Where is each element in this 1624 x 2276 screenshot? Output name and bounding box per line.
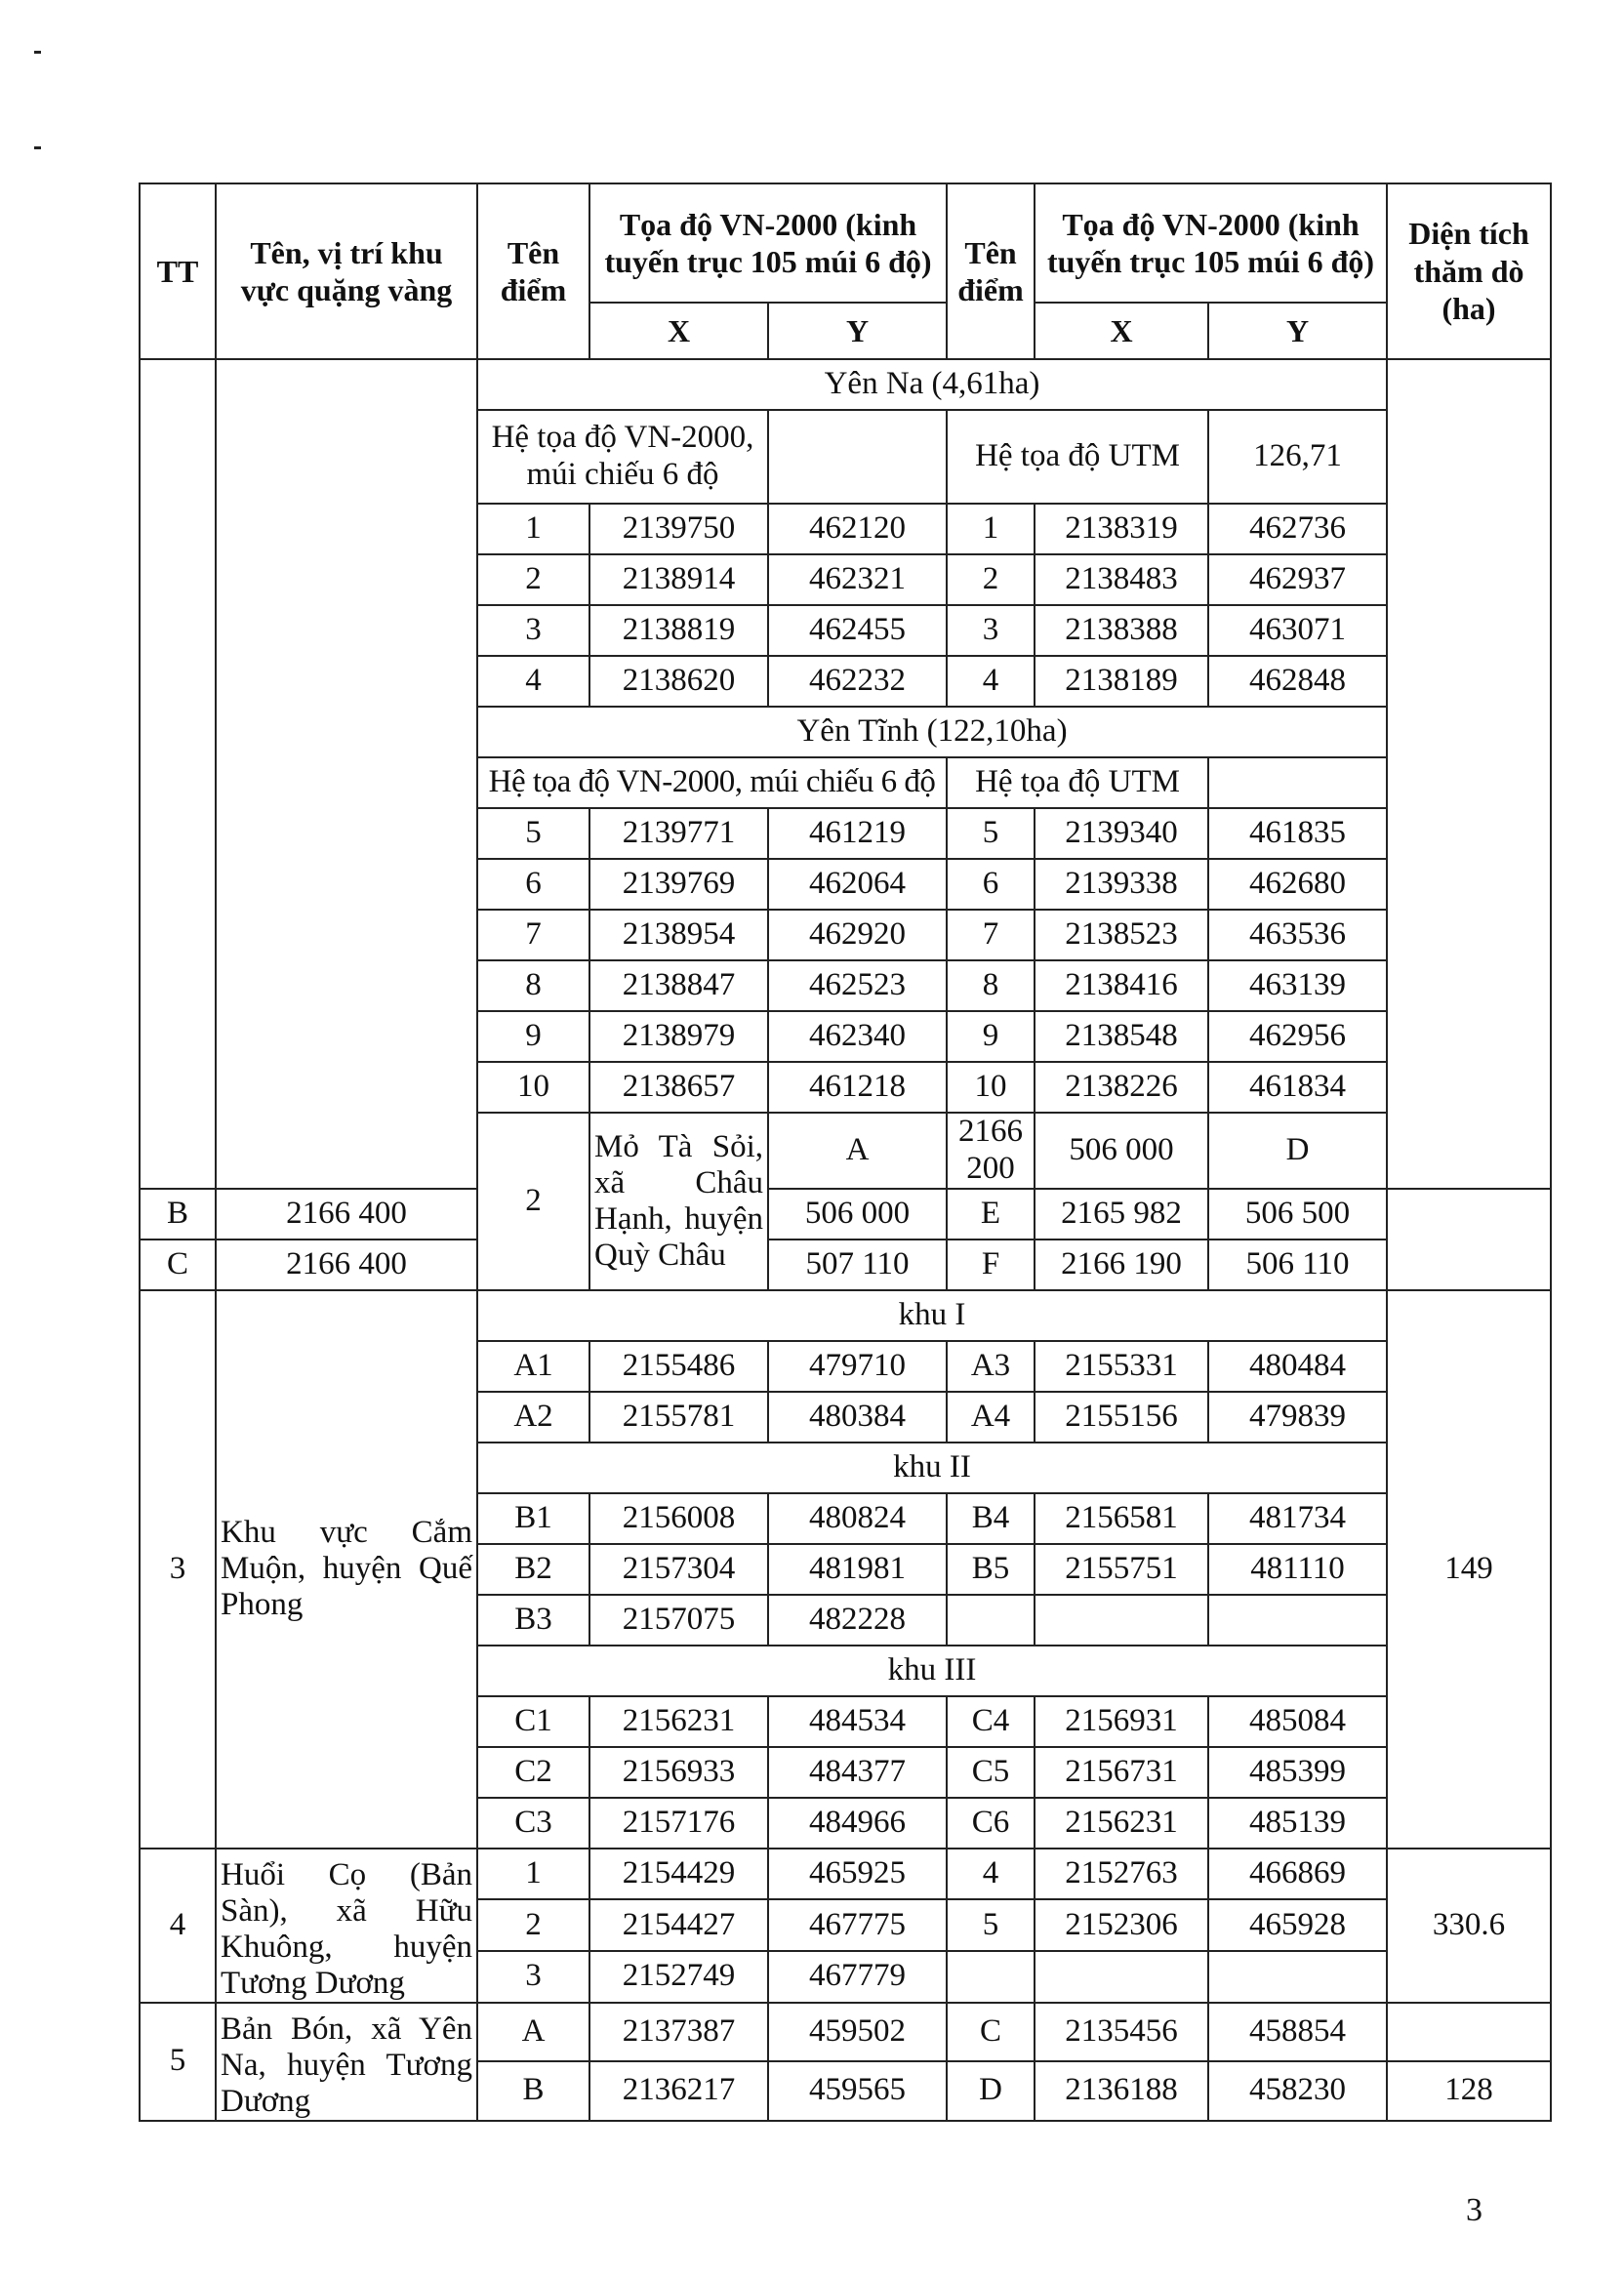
point-name: 9 (947, 1011, 1035, 1062)
y-value: 480484 (1208, 1341, 1387, 1392)
y-value: 485084 (1208, 1696, 1387, 1747)
y-value: 462120 (768, 504, 947, 554)
point-name: 2 (947, 554, 1035, 605)
y-value: 459565 (768, 2061, 947, 2120)
point-name: 2 (477, 554, 589, 605)
x-value (1035, 1595, 1208, 1646)
x-value: 2138388 (1035, 605, 1208, 656)
x-value: 2138226 (1035, 1062, 1208, 1113)
x-value: 2166 400 (216, 1240, 477, 1290)
y-value: 459502 (768, 2003, 947, 2061)
y-value: 465925 (768, 1849, 947, 1900)
y-value: 467779 (768, 1951, 947, 2003)
area-name-cell (216, 359, 477, 1189)
point-name (947, 1595, 1035, 1646)
y-value (1208, 1951, 1387, 2003)
section-title: khu III (477, 1646, 1387, 1696)
y-value: 480824 (768, 1493, 947, 1544)
system-vn-label: Hệ tọa độ VN-2000, múi chiếu 6 độ (477, 757, 947, 808)
y-value: 506 000 (768, 1189, 947, 1240)
point-name: B3 (477, 1595, 589, 1646)
point-name: A1 (477, 1341, 589, 1392)
point-name: 7 (947, 910, 1035, 960)
x-value: 2139338 (1035, 859, 1208, 910)
x-value: 2156933 (589, 1747, 768, 1798)
tt-cell: 2 (477, 1113, 589, 1290)
y-value: 462920 (768, 910, 947, 960)
y-value: 463536 (1208, 910, 1387, 960)
y-value: 461834 (1208, 1062, 1387, 1113)
point-name: 7 (477, 910, 589, 960)
x-value: 2138523 (1035, 910, 1208, 960)
x-value: 2155156 (1035, 1392, 1208, 1443)
header-coords: Tọa độ VN-2000 (kinh tuyến trục 105 múi 6 độ) (1035, 183, 1387, 303)
empty-cell (1208, 757, 1387, 808)
point-name: C6 (947, 1798, 1035, 1849)
point-name: 3 (947, 605, 1035, 656)
point-name: 4 (477, 656, 589, 707)
x-value: 2139769 (589, 859, 768, 910)
y-value: 462680 (1208, 859, 1387, 910)
x-value: 2154427 (589, 1899, 768, 1951)
y-value: 506 500 (1208, 1189, 1387, 1240)
y-value: 466869 (1208, 1849, 1387, 1900)
header-y: Y (768, 303, 947, 359)
acreage-cell: 128 (1387, 2061, 1551, 2120)
table-row (140, 1240, 1551, 1290)
y-value: 482228 (768, 1595, 947, 1646)
x-value: 2138914 (589, 554, 768, 605)
point-name: B4 (947, 1493, 1035, 1544)
header-x: X (589, 303, 768, 359)
point-name: 1 (947, 504, 1035, 554)
acreage-cell: 330.6 (1387, 1849, 1551, 2003)
point-name: 9 (477, 1011, 589, 1062)
point-name (947, 1951, 1035, 2003)
section-title-row (140, 359, 1551, 410)
point-name: A4 (947, 1392, 1035, 1443)
y-value: 462523 (768, 960, 947, 1011)
x-value: 2138620 (589, 656, 768, 707)
point-name: D (1208, 1113, 1387, 1189)
tt-cell: 5 (140, 2003, 216, 2121)
y-value: 484966 (768, 1798, 947, 1849)
x-value: 2156581 (1035, 1493, 1208, 1544)
y-value: 462321 (768, 554, 947, 605)
area-name-cell: Bản Bón, xã Yên Na, huyện Tương Dương (216, 2003, 477, 2121)
y-value: 462736 (1208, 504, 1387, 554)
x-value: 2157176 (589, 1798, 768, 1849)
point-name: 2 (477, 1899, 589, 1951)
point-name: 8 (947, 960, 1035, 1011)
x-value: 2139750 (589, 504, 768, 554)
point-name: A3 (947, 1341, 1035, 1392)
point-name: 6 (477, 859, 589, 910)
x-value: 2152763 (1035, 1849, 1208, 1900)
point-name: F (947, 1240, 1035, 1290)
section-title: khu II (477, 1443, 1387, 1493)
empty-cell (768, 410, 947, 504)
x-value: 2152306 (1035, 1899, 1208, 1951)
system-value: 126,71 (1208, 410, 1387, 504)
x-value: 2138657 (589, 1062, 768, 1113)
y-value: 507 110 (768, 1240, 947, 1290)
x-value: 2154429 (589, 1849, 768, 1900)
y-value: 462455 (768, 605, 947, 656)
x-value: 2138483 (1035, 554, 1208, 605)
x-value: 2135456 (1035, 2003, 1208, 2061)
scan-mark (34, 51, 41, 54)
y-value: 485399 (1208, 1747, 1387, 1798)
point-name: 4 (947, 1849, 1035, 1900)
acreage-cell (1387, 359, 1551, 1189)
coordinates-table (139, 183, 1552, 2122)
point-name: 5 (947, 1899, 1035, 1951)
point-name: B2 (477, 1544, 589, 1595)
point-name: D (947, 2061, 1035, 2120)
x-value: 2136188 (1035, 2061, 1208, 2120)
area-name-cell: Huổi Cọ (Bản Sàn), xã Hữu Khuông, huyện Tương Dương (216, 1849, 477, 2003)
point-name: C5 (947, 1747, 1035, 1798)
y-value: 467775 (768, 1899, 947, 1951)
header-point: Tên điểm (477, 183, 589, 359)
y-value: 484377 (768, 1747, 947, 1798)
y-value: 481981 (768, 1544, 947, 1595)
x-value: 2155486 (589, 1341, 768, 1392)
section-title-row (140, 1290, 1551, 1341)
header-area: Tên, vị trí khu vực quặng vàng (216, 183, 477, 359)
y-value: 458854 (1208, 2003, 1387, 2061)
x-value: 2137387 (589, 2003, 768, 2061)
acreage-cell: 149 (1387, 1290, 1551, 1849)
x-value: 2156231 (589, 1696, 768, 1747)
area-name-cell: Khu vực Cắm Muộn, huyện Quế Phong (216, 1290, 477, 1849)
x-value: 2138319 (1035, 504, 1208, 554)
scan-mark (34, 146, 41, 149)
x-value: 2138954 (589, 910, 768, 960)
x-value: 2157304 (589, 1544, 768, 1595)
x-value: 2138189 (1035, 656, 1208, 707)
y-value: 462064 (768, 859, 947, 910)
x-value: 2139340 (1035, 808, 1208, 859)
y-value: 506 110 (1208, 1240, 1387, 1290)
x-value: 2136217 (589, 2061, 768, 2120)
tt-cell (140, 359, 216, 1189)
table-header-row (140, 183, 1551, 303)
system-utm-label: Hệ tọa độ UTM (947, 410, 1208, 504)
point-name: C1 (477, 1696, 589, 1747)
x-value: 2138979 (589, 1011, 768, 1062)
point-name: A2 (477, 1392, 589, 1443)
y-value: 481110 (1208, 1544, 1387, 1595)
page-number: 3 (1466, 2192, 1482, 2228)
header-x: X (1035, 303, 1208, 359)
x-value: 2156731 (1035, 1747, 1208, 1798)
x-value: 2155331 (1035, 1341, 1208, 1392)
point-name: C (947, 2003, 1035, 2061)
x-value: 2138416 (1035, 960, 1208, 1011)
header-coords: Tọa độ VN-2000 (kinh tuyến trục 105 múi 6 độ) (589, 183, 947, 303)
system-utm-label: Hệ tọa độ UTM (947, 757, 1208, 808)
y-value: 461219 (768, 808, 947, 859)
x-value: 2139771 (589, 808, 768, 859)
point-name: 3 (477, 1951, 589, 2003)
y-value: 462340 (768, 1011, 947, 1062)
x-value: 2155751 (1035, 1544, 1208, 1595)
point-name: 6 (947, 859, 1035, 910)
y-value: 479710 (768, 1341, 947, 1392)
header-point: Tên điểm (947, 183, 1035, 359)
x-value: 2156008 (589, 1493, 768, 1544)
y-value: 479839 (1208, 1392, 1387, 1443)
y-value: 463071 (1208, 605, 1387, 656)
table-row (140, 1189, 1551, 1240)
x-value: 2166 400 (216, 1189, 477, 1240)
table-row (140, 1849, 1551, 1900)
x-value: 2138548 (1035, 1011, 1208, 1062)
x-value: 2138847 (589, 960, 768, 1011)
y-value: 462232 (768, 656, 947, 707)
section-title: khu I (477, 1290, 1387, 1341)
header-acreage: Diện tích thăm dò (ha) (1387, 183, 1551, 359)
y-value: 458230 (1208, 2061, 1387, 2120)
point-name: C (140, 1240, 216, 1290)
x-value: 2152749 (589, 1951, 768, 2003)
point-name: 3 (477, 605, 589, 656)
y-value: 485139 (1208, 1798, 1387, 1849)
section-title: Yên Na (4,61ha) (477, 359, 1387, 410)
y-value: 461835 (1208, 808, 1387, 859)
area-name-cell: Mỏ Tà Sỏi, xã Châu Hạnh, huyện Quỳ Châu (589, 1113, 768, 1290)
point-name: 5 (477, 808, 589, 859)
y-value (1208, 1595, 1387, 1646)
point-name: E (947, 1189, 1035, 1240)
point-name: B (477, 2061, 589, 2120)
x-value: 2157075 (589, 1595, 768, 1646)
section-title: Yên Tĩnh (122,10ha) (477, 707, 1387, 757)
x-value: 2138819 (589, 605, 768, 656)
header-y: Y (1208, 303, 1387, 359)
y-value: 481734 (1208, 1493, 1387, 1544)
y-value: 463139 (1208, 960, 1387, 1011)
acreage-cell (1387, 2003, 1551, 2061)
x-value: 2166 190 (1035, 1240, 1208, 1290)
tt-cell: 3 (140, 1290, 216, 1849)
point-name: 8 (477, 960, 589, 1011)
point-name: B (140, 1189, 216, 1240)
x-value (1035, 1951, 1208, 2003)
point-name: 1 (477, 504, 589, 554)
x-value: 2165 982 (1035, 1189, 1208, 1240)
point-name: 10 (477, 1062, 589, 1113)
table-row (140, 2003, 1551, 2061)
y-value: 506 000 (1035, 1113, 1208, 1189)
x-value: 2155781 (589, 1392, 768, 1443)
y-value: 480384 (768, 1392, 947, 1443)
y-value: 465928 (1208, 1899, 1387, 1951)
point-name: 4 (947, 656, 1035, 707)
y-value: 462956 (1208, 1011, 1387, 1062)
system-vn-label: Hệ tọa độ VN-2000, múi chiếu 6 độ (477, 410, 768, 504)
point-name: A (477, 2003, 589, 2061)
point-name: B1 (477, 1493, 589, 1544)
point-name: C4 (947, 1696, 1035, 1747)
y-value: 462848 (1208, 656, 1387, 707)
point-name: C2 (477, 1747, 589, 1798)
x-value: 2156231 (1035, 1798, 1208, 1849)
tt-cell: 4 (140, 1849, 216, 2003)
point-name: 1 (477, 1849, 589, 1900)
x-value: 2166 200 (947, 1113, 1035, 1189)
point-name: 10 (947, 1062, 1035, 1113)
y-value: 484534 (768, 1696, 947, 1747)
x-value: 2156931 (1035, 1696, 1208, 1747)
point-name: 5 (947, 808, 1035, 859)
point-name: C3 (477, 1798, 589, 1849)
y-value: 461218 (768, 1062, 947, 1113)
point-name: B5 (947, 1544, 1035, 1595)
y-value: 462937 (1208, 554, 1387, 605)
header-tt: TT (140, 183, 216, 359)
point-name: A (768, 1113, 947, 1189)
